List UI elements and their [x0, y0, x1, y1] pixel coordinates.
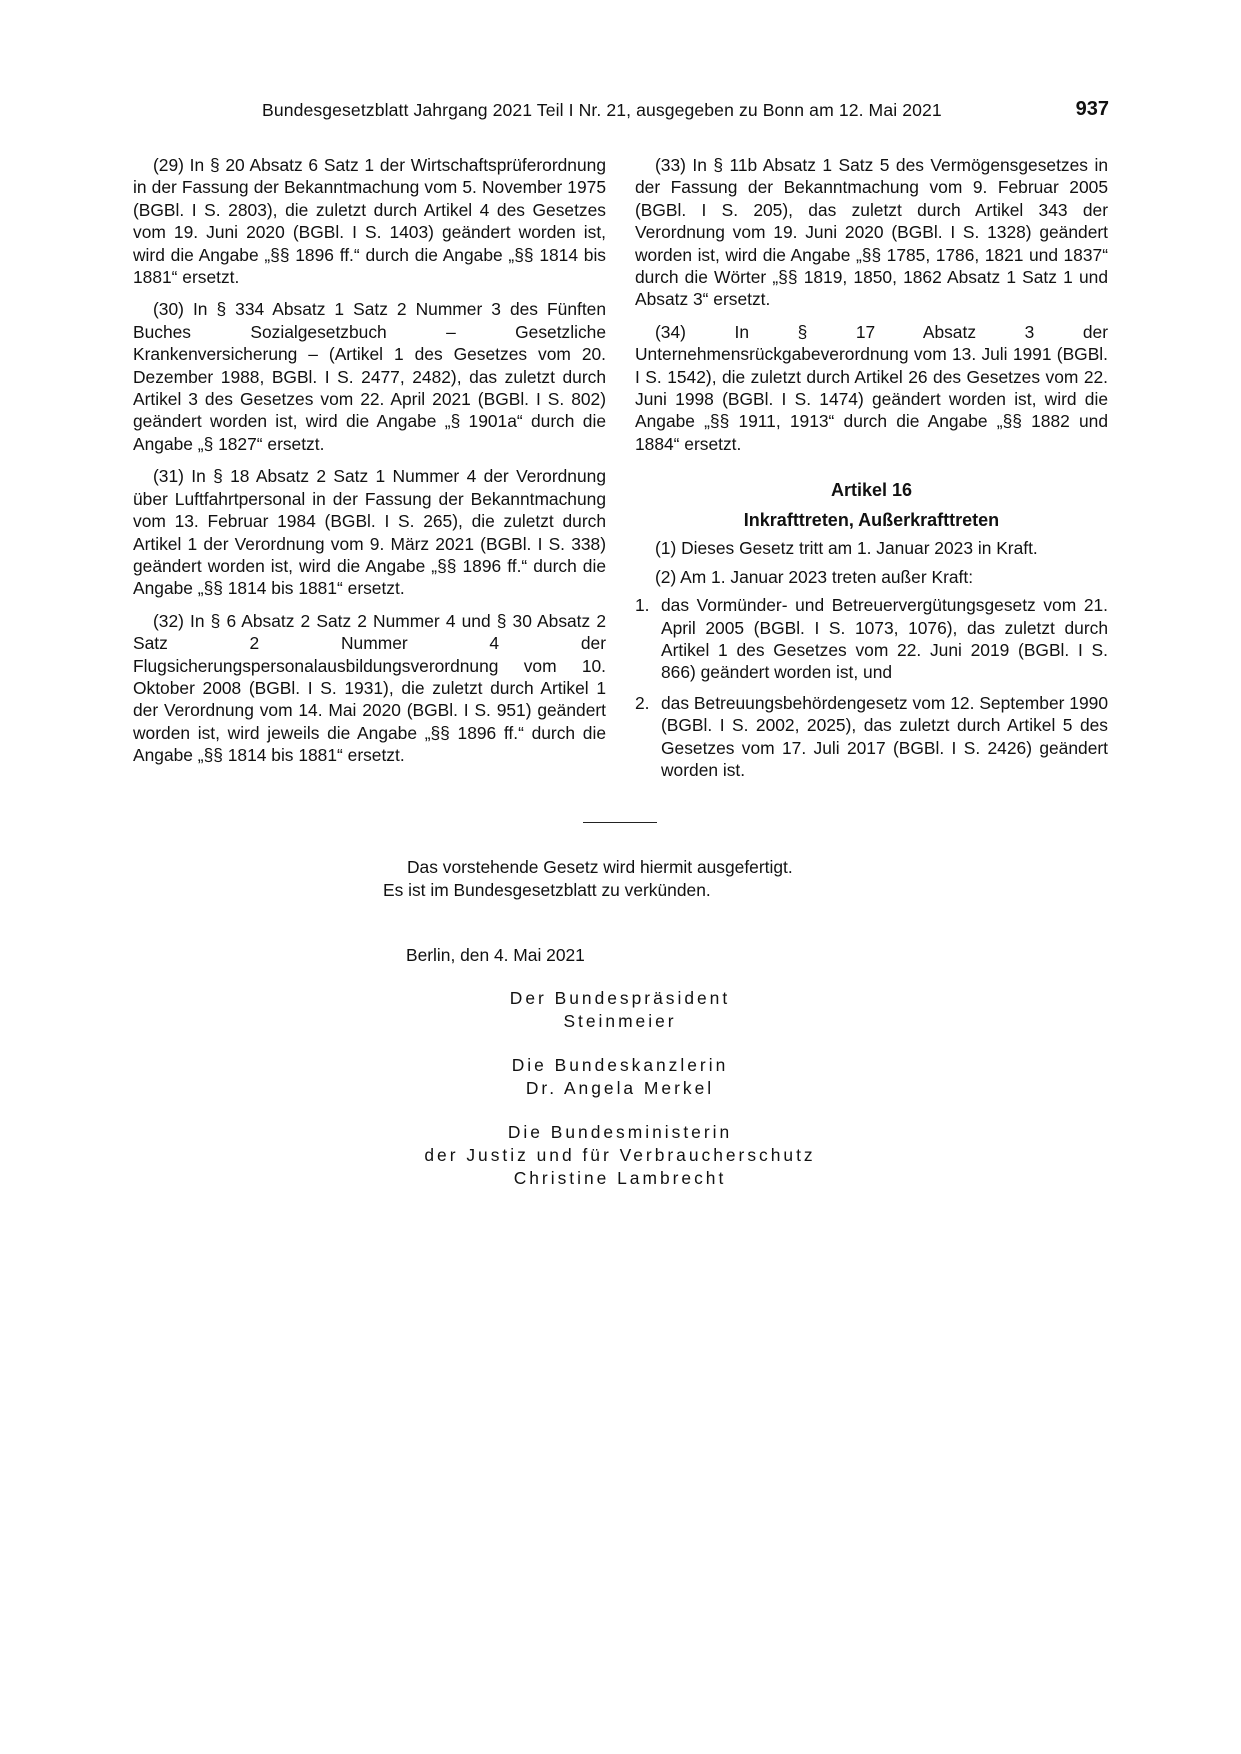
article-number: Artikel 16: [830, 480, 913, 501]
article-paragraph-2: (2) Am 1. Januar 2023 treten außer Kraft:: [655, 566, 974, 587]
paragraph-32: (32) In § 6 Absatz 2 Satz 2 Nummer 4 und § 30 Absatz 2 Satz 2 Nummer 4 der Flugsicherungspersonalausbildungsverordnung vom 10. Oktober 2008 (BGBl. I S. 1931), die zuletzt durch Artikel 1 der Verordnung vom 14. Mai 2020 (BGBl. I S. 951) geändert worden ist, wird jeweils die Angabe „§§ 1896 ff.“ durch die Angabe „§§ 1814 bis 1881“ ersetzt.: [133, 610, 606, 766]
paragraph-33: (33) In § 11b Absatz 1 Satz 5 des Vermögensgesetzes in der Fassung der Bekanntmachung vom 9. Februar 2005 (BGBl. I S. 205), das zuletzt durch Artikel 343 der Verordnung vom 19. Juni 2020 (BGBl. I S. 1328) geändert worden ist, wird die Angabe „§§ 1785, 1786, 1821 und 1837“ durch die Wörter „§§ 1819, 1850, 1862 Absatz 1 Satz 1 und Absatz 3“ ersetzt.: [635, 155, 1108, 310]
paragraph-29: (29) In § 20 Absatz 6 Satz 1 der Wirtschaftsprüferordnung in der Fassung der Bekanntmachung vom 5. November 1975 (BGBl. I S. 2803), die zuletzt durch Artikel 4 des Gesetzes vom 19. Juni 2020 (BGBl. I S. 1403) geändert worden ist, wird die Angabe „§§ 1896 ff.“ durch die Angabe „§§ 1814 bis 1881“ ersetzt.: [133, 155, 606, 288]
article-title: Inkrafttreten, Außerkrafttreten: [743, 510, 1000, 531]
list-item-number: 2.: [635, 692, 650, 713]
running-header: Bundesgesetzblatt Jahrgang 2021 Teil I Nr. 21, ausgegeben zu Bonn am 12. Mai 2021: [262, 100, 942, 120]
list-item: [635, 594, 1108, 684]
signatory-name: Dr. Angela Merkel: [525, 1078, 715, 1098]
signatory-role: Der Bundespräsident: [509, 988, 731, 1008]
signatory-role: Die Bundeskanzlerin: [511, 1055, 729, 1075]
list-item-number: 1.: [635, 595, 650, 616]
promulgation-formula: [383, 856, 903, 902]
paragraph-31: (31) In § 18 Absatz 2 Satz 1 Nummer 4 der Verordnung über Luftfahrtpersonal in der Fassung der Bekanntmachung vom 13. Februar 1984 (BGBl. I S. 265), die zuletzt durch Artikel 1 der Verordnung vom 9. März 2021 (BGBl. I S. 338) geändert worden ist, wird die Angabe „§§ 1896 ff.“ durch die Angabe „§§ 1814 bis 1881“ ersetzt.: [133, 466, 606, 599]
promulgation-line-2: Es ist im Bundesgesetzblatt zu verkünden.: [383, 880, 711, 900]
list-item-text: das Vormünder- und Betreuervergütungsgesetz vom 21. April 2005 (BGBl. I S. 1073, 1076), das zuletzt durch Artikel 1 des Gesetzes vom 22. Juni 2019 (BGBl. I S. 866) geändert worden ist, und: [661, 595, 1108, 683]
left-column: [133, 154, 606, 777]
page-number: 937: [1075, 98, 1109, 120]
right-column: [635, 154, 1108, 789]
paragraph-34: (34) In § 17 Absatz 3 der Unternehmensrückgabeverordnung vom 13. Juli 1991 (BGBl. I S. 1542), die zuletzt durch Artikel 26 des Gesetzes vom 22. Juni 1998 (BGBl. I S. 1474) geändert worden ist, wird die Angabe „§§ 1911, 1913“ durch die Angabe „§§ 1882 und 1884“ ersetzt.: [635, 321, 1108, 454]
paragraph-30: (30) In § 334 Absatz 1 Satz 2 Nummer 3 des Fünften Buches Sozialgesetzbuch – Gesetzliche Krankenversicherung – (Artikel 1 des Gesetzes vom 20. Dezember 1988, BGBl. I S. 2477, 2482), das zuletzt durch Artikel 3 des Gesetzes vom 22. April 2021 (BGBl. I S. 802) geändert worden ist, wird die Angabe „§ 1901a“ durch die Angabe „§ 1827“ ersetzt.: [133, 299, 606, 454]
place-and-date: Berlin, den 4. Mai 2021: [406, 945, 585, 965]
signature-block: [300, 1121, 940, 1190]
signature-block: [300, 1054, 940, 1100]
signatory-role: Die Bundesministerin: [507, 1122, 733, 1142]
list-item-text: das Betreuungsbehördengesetz vom 12. September 1990 (BGBl. I S. 2002, 2025), das zuletzt durch Artikel 5 des Gesetzes vom 17. Juli 2017 (BGBl. I S. 2426) geändert worden ist.: [661, 692, 1108, 780]
signature-block: [300, 987, 940, 1033]
signatory-role-line-2: der Justiz und für Verbraucherschutz: [424, 1145, 816, 1165]
signatory-name: Christine Lambrecht: [513, 1168, 727, 1188]
article-paragraph-1: (1) Dieses Gesetz tritt am 1. Januar 2023 in Kraft.: [655, 538, 1038, 559]
promulgation-line-1: Das vorstehende Gesetz wird hiermit ausgefertigt.: [407, 857, 793, 877]
list-item: [635, 692, 1108, 782]
section-divider: [583, 822, 657, 823]
signatory-name: Steinmeier: [563, 1011, 677, 1031]
signature-section: [300, 987, 940, 1211]
